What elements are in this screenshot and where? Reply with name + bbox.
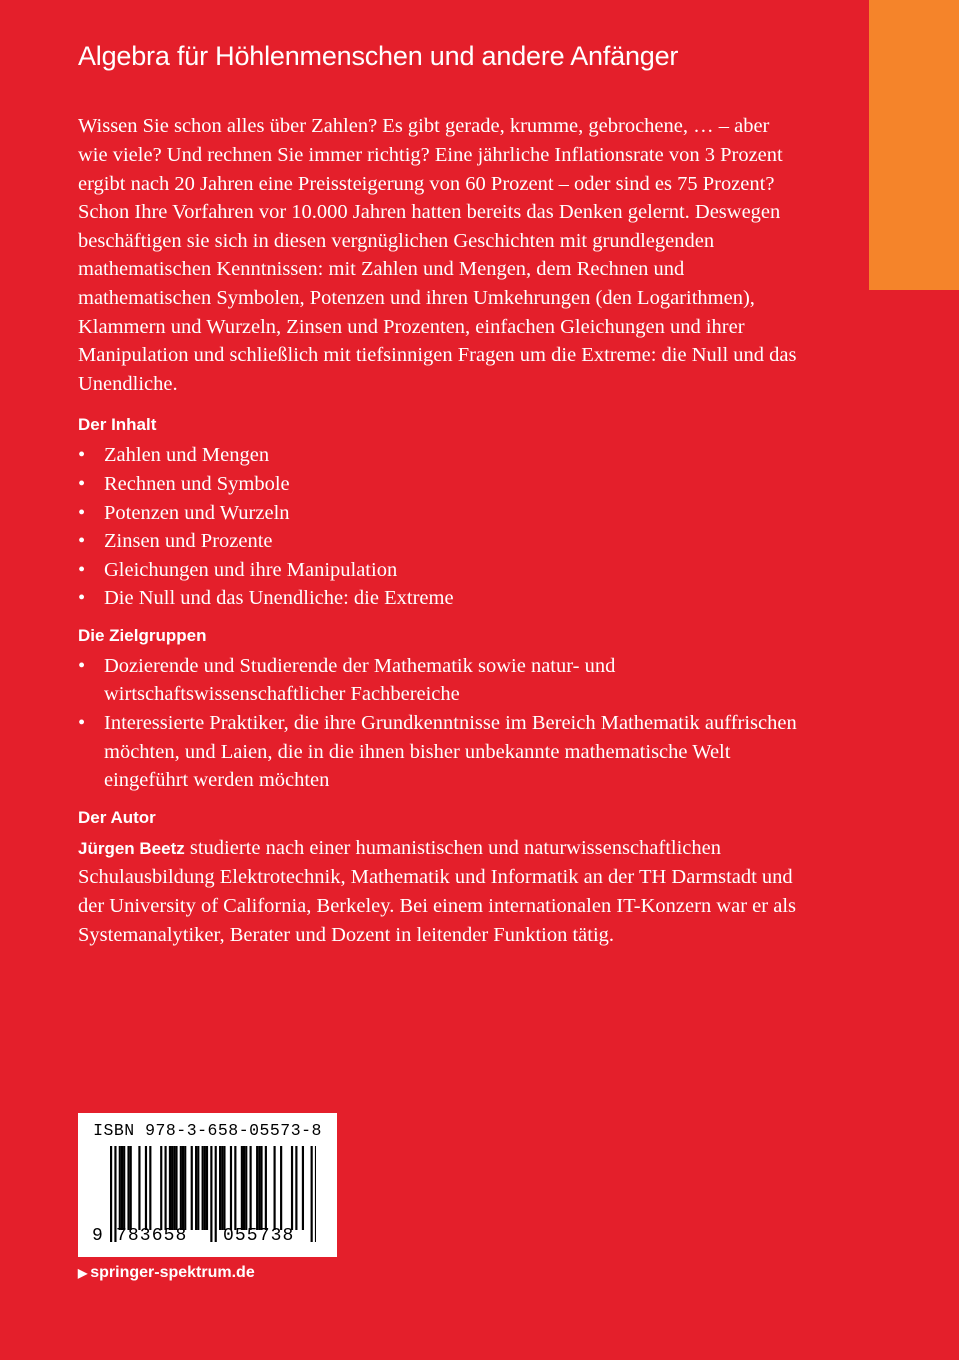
barcode-bar [315,1146,316,1242]
barcode-bar [173,1146,175,1230]
barcode-bar [175,1146,177,1230]
barcode-bar [191,1146,193,1230]
barcode-bar [171,1146,173,1230]
barcode-bar [182,1146,184,1230]
barcode-bar [127,1146,129,1230]
barcode-bar [197,1146,199,1230]
intro-paragraph: Wissen Sie schon alles über Zahlen? Es gibt gerade, krumme, gebrochene, … – aber wie viele? Und rechnen Sie immer richtig? Eine jährliche Inflationsrate von 3 Prozent ergibt nach 20 Jahren eine Preissteigerung von 60 Prozent – oder sind es 75 Prozent? Schon Ihre Vorfahren vor 10.000 Jahren hatten bereits das Denken gelernt. Deswegen beschäftigen sie sich in diesen vergnüglichen Geschichten mit grundlegenden mathematischen Kenntnissen: mit Zahlen und Mengen, dem Rechnen und mathematischen Symbolen, Potenzen und ihren Umkehrungen (den Logarithmen), Klammern und Wurzeln, Zinsen und Prozenten, einfachen Gleichungen und ihrer Manipulation und schließlich mit tiefsinnigen Fragen um die Extreme: die Null und das Unendliche. [78,115,797,395]
bullet-icon: • [78,587,86,610]
barcode-bar [241,1146,243,1230]
barcode-bar [184,1146,186,1230]
barcode-bar [291,1146,293,1230]
website-text: springer-spektrum.de [90,1264,255,1281]
barcode-bar [274,1146,276,1230]
list-item: • Potenzen und Wurzeln [78,499,798,528]
barcode-bar [234,1146,236,1230]
bullet-icon: • [78,712,86,735]
author-name: Jürgen Beetz [78,838,185,858]
back-cover-content [78,40,798,949]
list-item: • Dozierende und Studierende der Mathematik sowie natur- und wirtschaftswissenschaftlicher Fachbereiche [78,652,798,709]
barcode-bar [215,1146,217,1242]
barcode-bar [138,1146,140,1230]
barcode-bar [149,1146,151,1230]
publisher-website[interactable] [78,1264,255,1282]
list-item: • Zahlen und Mengen [78,441,798,470]
audience-list [78,652,798,795]
barcode-bar [195,1146,197,1230]
barcode-bar [202,1146,204,1230]
bullet-icon: • [78,530,86,553]
book-title: Algebra für Höhlenmenschen und andere Anfänger [78,41,679,71]
author-bio-text: studierte nach einer humanistischen und naturwissenschaftlichen Schulausbildung Elektrotechnik, Mathematik und Informatik an der TH Darmstadt und der University of California, Berkeley. Bei einem internationalen IT-Konzern war er als Systemanalytiker, Berater und Dozent in leitender Funktion tätig. [78,836,797,946]
audience-heading: Die Zielgruppen [78,625,207,645]
list-item: • Zinsen und Prozente [78,527,798,556]
barcode-bar [258,1146,260,1230]
barcode-bar [221,1146,223,1230]
barcode-bar [165,1146,167,1230]
isbn-barcode [78,1113,337,1257]
barcode-bar [265,1146,267,1230]
barcode-bar [160,1146,162,1230]
isbn-label: ISBN 978-3-658-05573-8 [93,1121,322,1140]
barcode-bar [311,1146,313,1242]
barcode-bar [280,1146,282,1230]
barcode-bar [223,1146,225,1230]
contents-list [78,441,798,613]
contents-heading: Der Inhalt [78,415,157,435]
barcode-bar [180,1146,182,1230]
barcode-bar [206,1146,208,1230]
arrow-right-icon: ▶ [78,1266,88,1280]
author-heading: Der Autor [78,807,156,827]
barcode-bar [123,1146,125,1230]
barcode-bar [295,1146,297,1230]
barcode-digits-left: 783658 [116,1226,188,1246]
bullet-icon: • [78,654,86,677]
bullet-icon: • [78,472,86,495]
list-item: • Die Null und das Unendliche: die Extreme [78,584,798,613]
barcode-bar [230,1146,232,1230]
barcode-digit-first: 9 [92,1226,103,1246]
barcode-bar [130,1146,132,1230]
barcode-bar [204,1146,206,1230]
list-item: • Interessierte Praktiker, die ihre Grundkenntnisse im Bereich Mathematik auffrischen möchten, und Laien, die in die ihnen bisher unbekannte mathematische Welt eingeführt werden möchten [78,709,798,795]
barcode-bar [243,1146,245,1230]
barcode-bar [302,1146,304,1230]
barcode-bar [256,1146,258,1230]
barcode-bar [245,1146,247,1230]
list-item: • Gleichungen und ihre Manipulation [78,556,798,585]
barcode-bar [260,1146,262,1230]
author-bio [78,834,798,949]
barcode-bar [119,1146,121,1230]
barcode-digits-right: 055738 [223,1226,295,1246]
barcode-bar [145,1146,147,1230]
list-item: • Rechnen und Symbole [78,470,798,499]
barcode-bar [219,1146,221,1230]
barcode-bar [169,1146,171,1230]
orange-accent-tab [869,0,959,290]
barcode-bar [250,1146,252,1230]
barcode-bar [210,1146,212,1242]
bullet-icon: • [78,558,86,581]
barcode-bar [110,1146,112,1242]
bullet-icon: • [78,501,86,524]
bullet-icon: • [78,444,86,467]
barcode-bar [121,1146,123,1230]
